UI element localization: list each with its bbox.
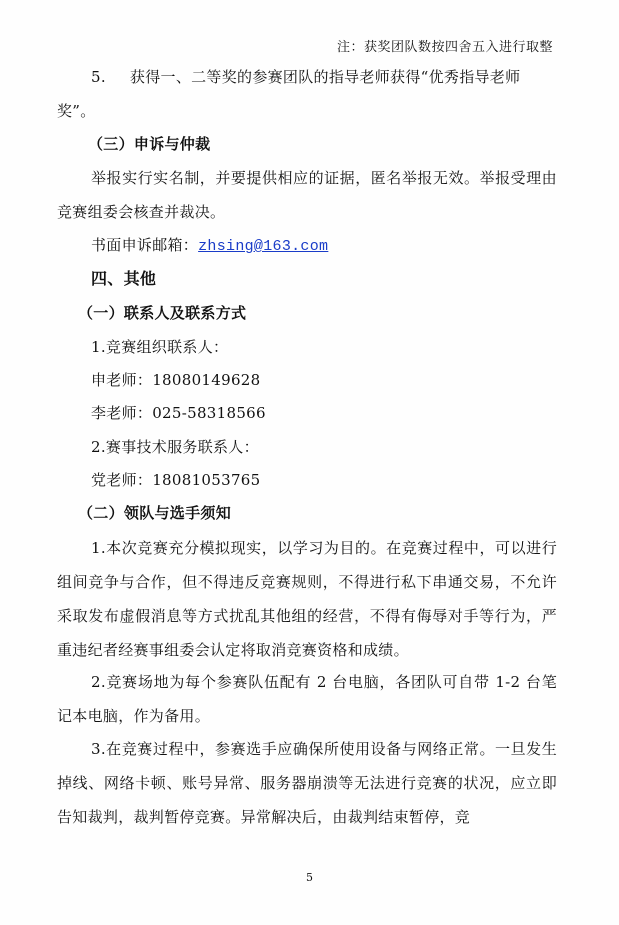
item-text: 获得一、二等奖的参赛团队的指导老师获得“优秀指导老师奖”。 xyxy=(57,68,521,120)
contact-name: 申老师： xyxy=(91,371,153,389)
rules-heading: （二）领队与选手须知 xyxy=(78,504,232,522)
tech-contact-person-1 xyxy=(57,463,557,497)
header-note: 注：获奖团队数按四舍五入进行取整 xyxy=(336,40,553,55)
rule-item-2: 2.竞赛场地为每个参赛队伍配有 2 台电脑，各团队可自带 1-2 台笔记本电脑，作为备用。 xyxy=(57,673,557,725)
page-number: 5 xyxy=(306,871,313,884)
contact-phone: 18081053765 xyxy=(152,471,261,489)
contact-name: 党老师： xyxy=(91,471,153,489)
item-number: 5. xyxy=(91,68,106,86)
contact-phone: 18080149628 xyxy=(152,371,261,389)
org-contacts-title: 1.竞赛组织联系人： xyxy=(91,338,229,356)
contact-person-1 xyxy=(57,363,557,397)
email-label: 书面申诉邮箱： xyxy=(91,236,199,254)
award-item-5 xyxy=(57,60,557,128)
contact-name: 李老师： xyxy=(91,404,153,422)
contacts-heading: （一）联系人及联系方式 xyxy=(78,304,247,322)
contact-phone: 025-58318566 xyxy=(152,404,266,422)
rule-item-3: 3.在竞赛过程中，参赛选手应确保所使用设备与网络正常。一旦发生掉线、网络卡顿、账号异常、服务器崩溃等无法进行竞赛的状况，应立即告知裁判，裁判暂停竞赛。异常解决后，由裁判结束暂停，竞 xyxy=(57,740,557,826)
tech-contacts-title: 2.赛事技术服务联系人： xyxy=(91,438,259,456)
appeal-body: 举报实行实名制，并要提供相应的证据，匿名举报无效。举报受理由竞赛组委会核查并裁决。 xyxy=(57,169,557,221)
appeal-email-line xyxy=(57,228,557,264)
contact-person-2 xyxy=(57,396,557,430)
appeal-email-link[interactable]: zhsing@163.com xyxy=(198,238,329,255)
rule-item-1: 1.本次竞赛充分模拟现实，以学习为目的。在竞赛过程中，可以进行组间竞争与合作，但不得违反竞赛规则，不得进行私下串通交易，不允许采取发布虚假消息等方式扰乱其他组的经营，不得有侮辱对手等行为，严重违纪者经赛事组委会认定将取消竞赛资格和成绩。 xyxy=(57,539,557,659)
appeal-heading: （三）申诉与仲裁 xyxy=(88,135,211,153)
section-four-heading: 四、其他 xyxy=(91,269,157,288)
